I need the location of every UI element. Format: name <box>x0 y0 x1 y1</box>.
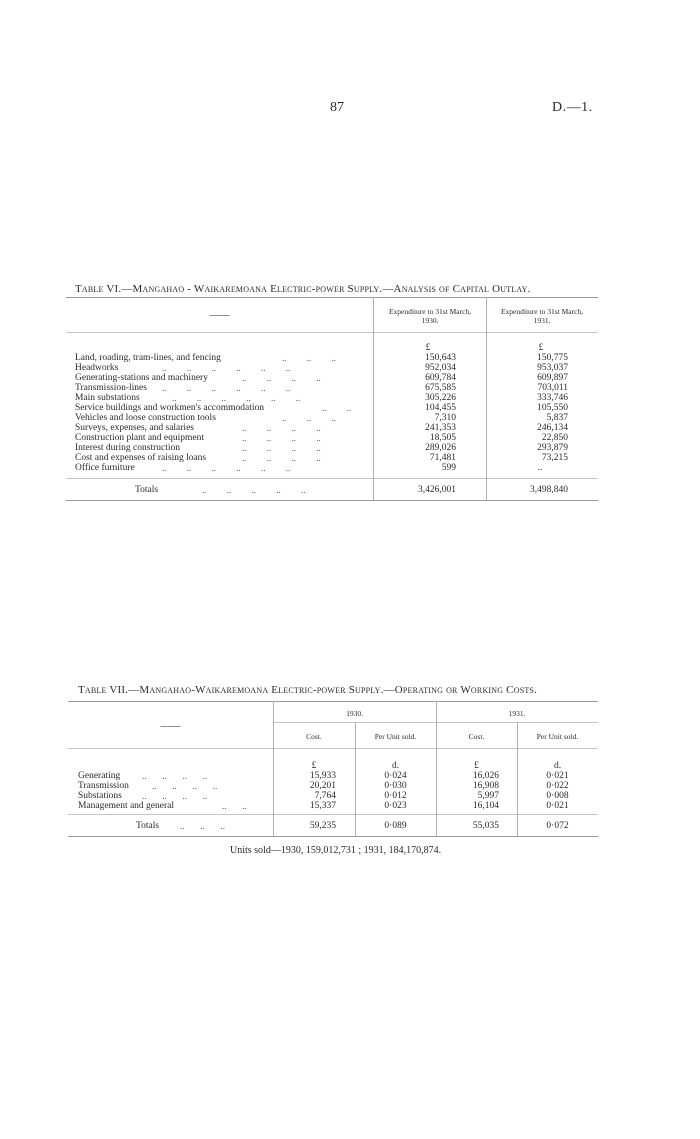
table6-value-1930: 150,643 <box>425 353 456 363</box>
table6-currency-1931: £ <box>538 343 544 353</box>
table7-caption-prefix: Table VII. <box>78 684 129 696</box>
table6-row-label: Headworks <box>75 363 119 373</box>
table7-row-label: Substations <box>78 791 122 801</box>
table7-bottom-rule <box>68 836 598 837</box>
table7-totals-label: Totals <box>136 821 160 831</box>
table6-currency-1930: £ <box>425 343 431 353</box>
leader-dots: .. .. .. .. <box>242 373 321 383</box>
table7-unit-cost-1931: £ <box>474 761 479 771</box>
table7-row-label: Management and general <box>78 801 175 811</box>
leader-dots: .. .. .. .. .. .. <box>162 383 291 393</box>
table6-value-1930: 71,481 <box>429 453 456 463</box>
table7-footnote: Units sold—1930, 159,012,731 ; 1931, 184,170,874. <box>230 845 442 856</box>
table7-per-unit-1931: 0·008 <box>546 791 569 801</box>
table6-value-1930: 609,784 <box>425 373 456 383</box>
leader-dots: .. .. .. <box>282 353 336 363</box>
table6-value-1931: 73,215 <box>541 453 568 463</box>
table6-stub-header: —— <box>209 310 230 321</box>
table6-value-1931: 22,850 <box>541 433 568 443</box>
table6-row-label: Interest during construction <box>75 443 181 453</box>
table7-total-per-unit-1930: 0·089 <box>384 821 407 831</box>
table6-value-1930: 289,026 <box>425 443 456 453</box>
table6-row-label: Office furniture <box>75 463 135 473</box>
table7-per-unit-1930: 0·012 <box>384 791 407 801</box>
table7-year-header-1931: 1931. <box>508 709 526 718</box>
table6-value-1930: 18,505 <box>429 433 456 443</box>
leader-dots: .. .. .. .. .. .. <box>162 363 291 373</box>
table6-value-1930: 675,585 <box>425 383 456 393</box>
table6-row-label: Construction plant and equipment <box>75 433 205 443</box>
table7-unit-per-unit-1930: d. <box>391 761 400 771</box>
leader-dots: .. .. .. <box>180 821 225 831</box>
table7-caption <box>78 684 537 696</box>
document-reference: D.—1. <box>552 100 593 115</box>
leader-dots: .. .. .. .. .. <box>202 485 306 495</box>
table7-top-rule <box>68 701 598 702</box>
table6-row-label: Generating-stations and machinery <box>75 373 208 383</box>
table6-totals-rule <box>66 478 598 479</box>
table6-value-1930: 7,310 <box>434 413 456 423</box>
leader-dots: .. .. .. .. <box>142 791 208 801</box>
table6-value-1931: 293,879 <box>537 443 568 453</box>
table7-per-unit-1931: 0·022 <box>546 781 569 791</box>
table7-row-label: Transmission <box>78 781 129 791</box>
table6-caption-prefix: Table VI. <box>75 283 122 295</box>
table7-per-unit-1930: 0·024 <box>384 771 407 781</box>
table6-total-1931: 3,498,840 <box>530 485 568 495</box>
table6-value-1930: 305,226 <box>425 393 456 403</box>
table7-cost-1930: 15,933 <box>309 771 336 781</box>
table6-value-1930: 241,353 <box>425 423 456 433</box>
table7-per-unit-1930: 0·030 <box>384 781 407 791</box>
table7-total-per-unit-1931: 0·072 <box>546 821 569 831</box>
leader-dots: .. .. .. .. <box>142 771 208 781</box>
leader-dots: .. .. .. .. <box>242 433 321 443</box>
table7-header-rule <box>68 748 598 749</box>
table7-cost-1931: 16,908 <box>472 781 499 791</box>
leader-dots: .. .. .. .. <box>242 423 321 433</box>
table6-col-divider-2 <box>486 297 487 500</box>
table6-row-label: Transmission-lines <box>75 383 147 393</box>
leader-dots: .. .. .. .. .. .. <box>162 463 291 473</box>
table7-subheader-unit-1931: Per Unit sold. <box>536 732 579 741</box>
table7-total-cost-1930: 59,235 <box>309 821 336 831</box>
table6-caption-body: —Mangahao - Waikaremoana Electric-power Supply.—Analysis of Capital Outlay. <box>121 283 531 295</box>
table7-per-unit-1931: 0·021 <box>546 801 569 811</box>
table7-unit-per-unit-1931: d. <box>553 761 562 771</box>
table7-totals-rule <box>68 814 598 815</box>
table6-row-label: Service buildings and workmen's accommodation <box>75 403 265 413</box>
table6-value-1931: .. <box>537 463 543 473</box>
table6-value-1930: 104,455 <box>425 403 456 413</box>
table6-header-rule <box>66 332 598 333</box>
table6-totals-label: Totals <box>135 485 159 495</box>
table7-subheader-cost-1930: Cost. <box>306 732 322 741</box>
table6-value-1931: 333,746 <box>537 393 568 403</box>
table7-subheader-unit-1930: Per Unit sold. <box>374 732 417 741</box>
table7-per-unit-1930: 0·023 <box>384 801 407 811</box>
leader-dots: .. .. .. .. .. .. <box>172 393 301 403</box>
table6-row-label: Cost and expenses of raising loans <box>75 453 207 463</box>
table6-total-1930: 3,426,001 <box>418 485 456 495</box>
table6-row-label: Main substations <box>75 393 140 403</box>
table6-row-label: Land, roading, tram-lines, and fencing <box>75 353 221 363</box>
page-number: 87 <box>330 100 344 115</box>
table6-value-1931: 246,134 <box>537 423 568 433</box>
table7-subheader-cost-1931: Cost. <box>468 732 485 741</box>
table7-caption-body: —Mangahao-Waikaremoana Electric-power Supply.—Operating or Working Costs. <box>128 684 538 696</box>
table7-cost-1931: 16,104 <box>472 801 499 811</box>
table6-row-label: Surveys, expenses, and salaries <box>75 423 194 433</box>
leader-dots: .. .. .. .. <box>152 781 218 791</box>
table6-value-1931: 953,037 <box>537 363 568 373</box>
table7-row-label: Generating <box>78 771 121 781</box>
table6-value-1931: 150,775 <box>537 353 568 363</box>
table6-value-1931: 609,897 <box>537 373 568 383</box>
table6-caption <box>75 283 531 295</box>
table7-cost-1931: 16,026 <box>472 771 499 781</box>
table6-row-label: Vehicles and loose construction tools <box>75 413 216 423</box>
table6-value-1930: 599 <box>441 463 456 473</box>
table6-col-divider-1 <box>373 297 374 500</box>
leader-dots: .. .. .. .. <box>242 453 321 463</box>
table6-col-header-1931: Expenditure to 31st March, 1931. <box>500 307 584 325</box>
table7-year-header-1930: 1930. <box>346 709 363 718</box>
table7-stub-header: —— <box>160 721 181 732</box>
table6-value-1930: 952,034 <box>425 363 456 373</box>
table7-cost-1931: 5,997 <box>477 791 499 801</box>
table7-cost-1930: 20,201 <box>309 781 336 791</box>
table6-bottom-rule <box>66 500 598 501</box>
table7-cost-1930: 15,337 <box>309 801 336 811</box>
table6-value-1931: 703,011 <box>537 383 568 393</box>
leader-dots: .. .. <box>322 403 352 413</box>
leader-dots: .. .. .. .. <box>242 443 321 453</box>
table7-cost-1930: 7,764 <box>314 791 336 801</box>
table6-value-1931: 5,837 <box>546 413 568 423</box>
table7-per-unit-1931: 0·021 <box>546 771 569 781</box>
leader-dots: .. .. <box>222 801 247 811</box>
table7-unit-cost-1930: £ <box>311 761 317 771</box>
leader-dots: .. .. .. <box>282 413 336 423</box>
table6-top-rule <box>66 297 598 298</box>
table6-col-header-1930: Expenditure to 31st March, 1930. <box>388 307 472 325</box>
table6-value-1931: 105,550 <box>537 403 568 413</box>
table7-total-cost-1931: 55,035 <box>472 821 499 831</box>
